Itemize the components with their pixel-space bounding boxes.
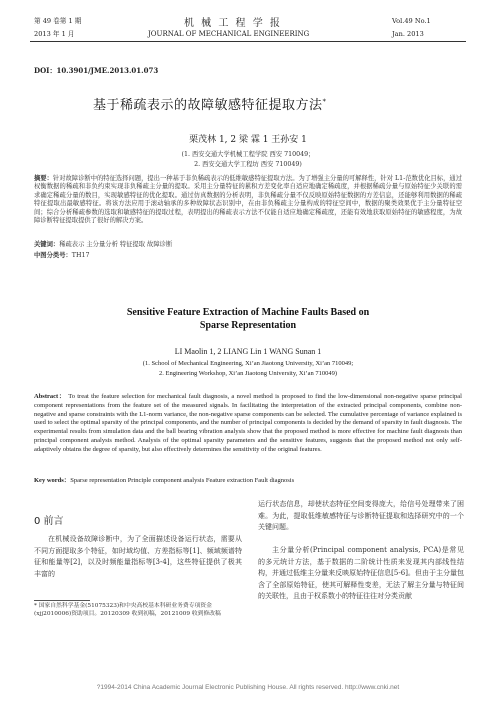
doi: DOI：10.3901/JME.2013.01.073 <box>34 66 159 75</box>
affil-en-1: (1. School of Mechanical Engineering, Xi’an Jiaotong University, Xi’an 710049; <box>142 360 354 367</box>
affil-cn-2: 2. 西安交通大学工程坊 西安 710049) <box>194 161 302 168</box>
keywords-cn-text: 稀疏表示 主分量分析 特征提取 故障诊断 <box>59 241 173 248</box>
abstract-cn <box>34 175 462 225</box>
title-cn-text: 基于稀疏表示的故障敏感特征提取方法 <box>93 98 323 113</box>
keywords-en-text: Sparse representation Principle component analysis Feature extraction Fault diagnosis <box>70 477 295 484</box>
keywords-cn-label: 关键词： <box>34 241 60 248</box>
right-body-paragraph-2: 主分量分析(Principal component analysis, PCA)是常见的多元统计方法，基于数据的二阶统计性质来发现其内部线性结构，并通过低维主分量来反映原始特征信息[5-6]。但由于主分量包含了全部原始特征，使其可解释性变差，无法了解主分量与特征间的关联性，且由于权系数小的特征往往对分类贡献 <box>258 546 464 601</box>
abstract-cn-text: 针对故障诊断中的特征选择问题，提出一种基于非负稀疏表示的低维敏感特征提取方法。为了增强主分量的可解释性，针对 L1-范数优化目标，通过权衡数据的稀疏和非负约束实现非负稀疏主分量的提取。采用主分量特征的累积方差变化率自适应地确定稀疏度，并根据稀疏分量与原始特征少关联的需求确定稀疏分量的数目，实现敏感特征的优化提取。通过仿真数据的分析表明，非负稀疏分量不仅反映原始特征数据的方差信息，还能够利用数据的稀疏特征提取出最敏感特征。将该方法应用于滚动轴承的多种故障状态识别中，在由非负稀疏主分量构成的特征空间中，数据的聚类效果优于主分量特征空间；综合分析稀疏参数的选取和敏感特征的提取过程，表明提出的稀疏表示方法不仅能自适应地确定稀疏度，还能有效地获取原始特征的敏感程度，为故障诊断特征提取提供了很好的解决方案。 <box>34 175 463 225</box>
title-star: * <box>322 97 327 106</box>
clc-cn <box>34 252 90 260</box>
footnote-rule <box>34 600 90 601</box>
clc-cn-label: 中图分类号： <box>34 252 72 259</box>
keywords-cn <box>34 241 172 249</box>
abstract-en <box>34 393 462 455</box>
title-en-line-2: Sparse Representation <box>199 320 297 331</box>
journal-name-cn: 机 械 工 程 学 报 <box>184 18 282 29</box>
volume-issue-en: Vol.49 No.1 <box>392 17 431 25</box>
affil-en-2: 2. Engineering Workshop, Xi’an Jiaotong University, Xi’an 710049) <box>158 370 338 377</box>
journal-name-en: JOURNAL OF MECHANICAL ENGINEERING <box>148 30 310 38</box>
title-en-line-1: Sensitive Feature Extraction of Machine Faults Based on <box>126 307 370 318</box>
right-body-paragraph-1: 运行状态信息，却使状态特征空间变得庞大，给信号处理带来了困难。为此，提取低维敏感特征与诊断特征提取和选择研究中的一个关键问题。 <box>258 500 464 532</box>
abstract-cn-label: 摘要： <box>34 175 53 182</box>
title-cn <box>93 94 327 113</box>
keywords-en <box>34 477 294 486</box>
header-rule <box>30 41 466 42</box>
clc-cn-text: TH17 <box>71 252 90 259</box>
affil-cn-1: (1. 西安交通大学机械工程学院 西安 710049； <box>181 151 315 158</box>
left-body-paragraph: 在机械设备故障诊断中，为了全面描述设备运行状态，需要从不同方面提取多个特征，如时域均值、方差指标等[1]、频域频谱特征和能量等[2]，以及时频能量指标等[3-4]，这些特征提供了极其丰富的 <box>34 535 242 578</box>
keywords-en-label: Key words： <box>34 477 71 484</box>
section-heading: 0 前言 <box>34 516 64 527</box>
abstract-en-label: Abstract： <box>34 393 67 400</box>
authors-en: LI Maolin 1, 2 LIANG Lin 1 WANG Sunan 1 <box>174 347 322 356</box>
volume-issue-cn: 第 49 卷第 1 期 <box>34 17 82 25</box>
footnote: * 国家自然科学基金(51075323)和中央高校基本科研业务费专项资金(xjj2010006)资助项目。20120309 收到初稿，20121009 收到修改稿 <box>34 603 221 617</box>
copyright-footer: ?1994-2014 China Academic Journal Electronic Publishing House. All rights reserved. http://www.cnki.net <box>96 684 400 691</box>
title-en <box>0 306 496 332</box>
abstract-en-text: To treat the feature selection for mechanical fault diagnosis, a novel method is proposed to find the low-dimensional non-negative sparse principal component representations from the feature set of the measured signals. In facilitating the interpretation of the extracted principal components, combine non-negative and sparse constraints with the L1-norm variance, the non-negative sparse components can be selected. The cumulative percentage of variance explained is used to select the optimal sparsity of the principal components, and the number of principal components is decided by the demand of sparsity in fault diagnosis. The experimental results from simulation data and the ball bearing vibration analysis show that the proposed method is more effective for machine fault diagnosis than principal component analysis method. Analysis of the optimal sparsity parameters and the sensitive features, suggests that the proposed method not only self-adaptively obtains the degree of sparsity, but also effectively determines the sensitivity of the original features. <box>34 393 462 453</box>
year-month-cn: 2013 年 1 月 <box>34 30 75 38</box>
authors-cn: 栗茂林 1, 2 梁 霖 1 王孙安 1 <box>189 135 307 145</box>
date-en: Jan. 2013 <box>392 30 424 38</box>
